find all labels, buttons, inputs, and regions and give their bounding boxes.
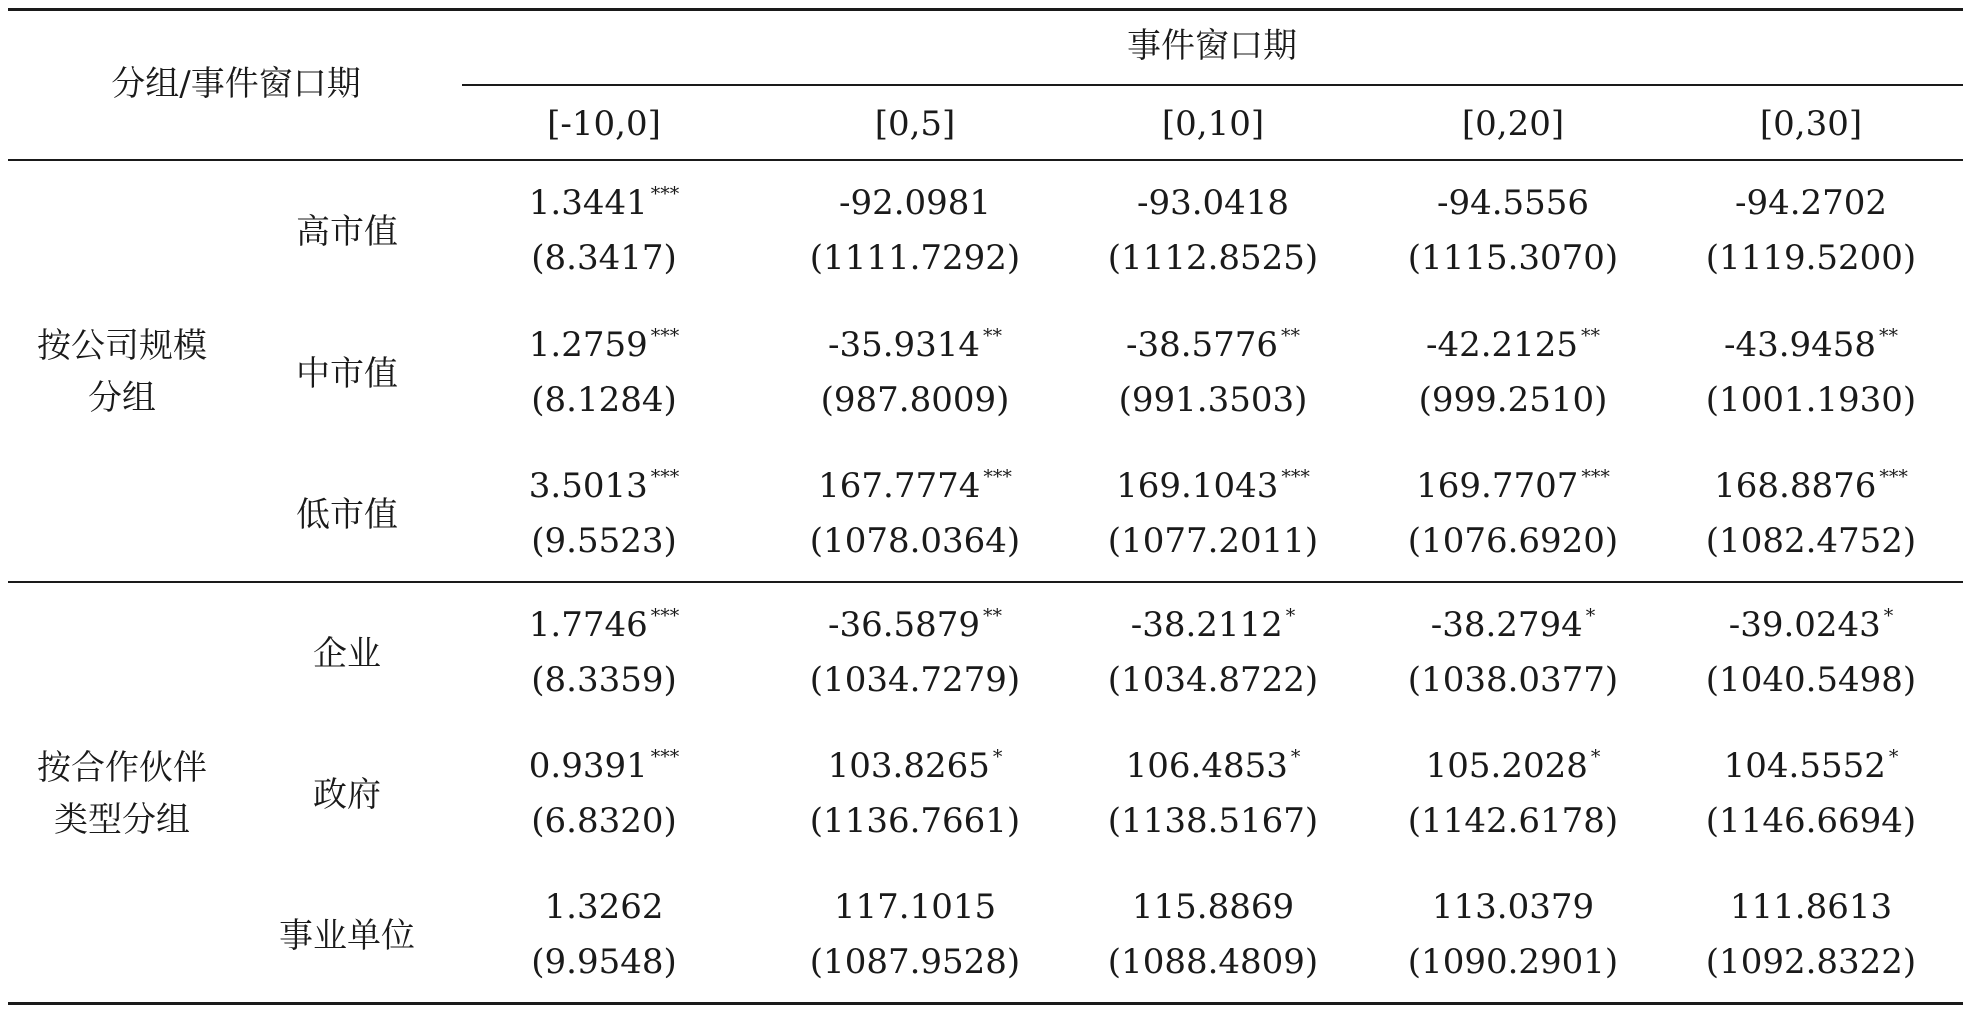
- coefficient-cell: [1431, 605, 1596, 650]
- event-window-span-label: 事件窗口期: [1127, 26, 1297, 66]
- coefficient-cell: [529, 325, 679, 370]
- coefficient-value: -94.2702: [1734, 183, 1888, 223]
- standard-error-cell: (991.3503): [1118, 380, 1308, 420]
- coefficient-value: -38.2794: [1430, 605, 1583, 645]
- row-label: 高市值: [296, 212, 398, 252]
- standard-error-cell: (1040.5498): [1705, 660, 1917, 700]
- significance-stars: *: [1285, 605, 1296, 627]
- coefficient-cell: [828, 605, 1002, 650]
- coefficient-value: -38.2112: [1130, 605, 1283, 645]
- standard-error-cell: (9.9548): [531, 942, 677, 982]
- standard-error-cell: (1078.0364): [809, 521, 1021, 561]
- coefficient-value: -39.0243: [1728, 605, 1881, 645]
- coefficient-cell: [839, 183, 991, 223]
- coefficient-value: 1.7746: [528, 605, 648, 645]
- column-header: [0,10]: [1161, 104, 1265, 144]
- standard-error-cell: (1111.7292): [809, 238, 1021, 278]
- row-label: 事业单位: [279, 916, 415, 956]
- coefficient-cell: [1730, 887, 1892, 927]
- significance-stars: ***: [650, 746, 680, 768]
- significance-stars: **: [1281, 325, 1301, 347]
- top-rule: [8, 8, 1963, 11]
- coefficient-cell: [1126, 746, 1301, 791]
- coefficient-value: -92.0981: [838, 183, 992, 223]
- significance-stars: ***: [983, 466, 1012, 488]
- coefficient-value: 106.4853: [1125, 746, 1288, 786]
- coefficient-cell: [834, 887, 996, 927]
- corner-label: 分组/事件窗口期: [111, 64, 361, 104]
- coefficient-value: -93.0418: [1136, 183, 1290, 223]
- coefficient-cell: [1437, 183, 1589, 223]
- coefficient-value: -38.5776: [1125, 325, 1279, 365]
- coefficient-value: 1.2759: [528, 325, 648, 365]
- coefficient-cell: [1131, 605, 1296, 650]
- coefficient-cell: [1714, 466, 1908, 511]
- standard-error-cell: (1077.2011): [1107, 521, 1319, 561]
- coefficient-cell: [1432, 887, 1594, 927]
- coefficient-value: -35.9314: [827, 325, 981, 365]
- coefficient-value: -36.5879: [827, 605, 981, 645]
- coefficient-cell: [1426, 325, 1600, 370]
- header-span-rule: [462, 84, 1963, 86]
- group-label-line: 分组: [88, 378, 156, 418]
- standard-error-cell: (1087.9528): [809, 942, 1021, 982]
- significance-stars: *: [1290, 746, 1301, 768]
- standard-error-cell: (999.2510): [1418, 380, 1608, 420]
- significance-stars: ***: [650, 605, 680, 627]
- coefficient-value: 0.9391: [528, 746, 648, 786]
- significance-stars: ***: [650, 325, 680, 347]
- coefficient-cell: [1416, 466, 1610, 511]
- significance-stars: ***: [1281, 466, 1310, 488]
- row-label: 中市值: [296, 354, 398, 394]
- column-header: [0,30]: [1759, 104, 1863, 144]
- significance-stars: *: [992, 746, 1003, 768]
- coefficient-value: 105.2028: [1425, 746, 1588, 786]
- group-label-line: 按公司规模: [37, 326, 207, 366]
- header-bottom-rule: [8, 159, 1963, 161]
- significance-stars: ***: [1879, 466, 1908, 488]
- standard-error-cell: (1146.6694): [1705, 801, 1917, 841]
- coefficient-cell: [1735, 183, 1887, 223]
- coefficient-value: 103.8265: [827, 746, 990, 786]
- coefficient-value: 1.3441: [528, 183, 648, 223]
- standard-error-cell: (987.8009): [820, 380, 1010, 420]
- coefficient-cell: [1126, 325, 1300, 370]
- significance-stars: *: [1585, 605, 1596, 627]
- standard-error-cell: (1119.5200): [1705, 238, 1917, 278]
- standard-error-cell: (8.3359): [531, 660, 677, 700]
- group-divider-rule: [8, 581, 1963, 583]
- standard-error-cell: (1112.8525): [1107, 238, 1319, 278]
- coefficient-cell: [818, 466, 1012, 511]
- significance-stars: **: [1581, 325, 1601, 347]
- coefficient-cell: [1724, 325, 1898, 370]
- standard-error-cell: (1082.4752): [1705, 521, 1917, 561]
- row-label: 低市值: [296, 495, 398, 535]
- coefficient-value: -43.9458: [1723, 325, 1877, 365]
- significance-stars: ***: [1581, 466, 1610, 488]
- group-label-firm-size: [37, 320, 207, 424]
- coefficient-cell: [1724, 746, 1899, 791]
- significance-stars: *: [1883, 605, 1894, 627]
- significance-stars: *: [1888, 746, 1899, 768]
- significance-stars: ***: [650, 183, 680, 205]
- coefficient-value: 113.0379: [1431, 887, 1595, 927]
- coefficient-value: 3.5013: [528, 466, 648, 506]
- coefficient-cell: [529, 605, 679, 650]
- coefficient-cell: [1729, 605, 1894, 650]
- coefficient-value: 169.7707: [1416, 466, 1579, 506]
- row-label: 政府: [313, 775, 381, 815]
- coefficient-cell: [529, 183, 679, 228]
- standard-error-cell: (1142.6178): [1407, 801, 1619, 841]
- standard-error-cell: (1138.5167): [1107, 801, 1319, 841]
- coefficient-cell: [1137, 183, 1289, 223]
- significance-stars: ***: [650, 466, 680, 488]
- coefficient-cell: [1132, 887, 1294, 927]
- significance-stars: **: [1879, 325, 1899, 347]
- bottom-rule: [8, 1002, 1963, 1005]
- group-label-partner-type: [37, 742, 207, 846]
- standard-error-cell: (1136.7661): [809, 801, 1021, 841]
- coefficient-value: 1.3262: [544, 887, 664, 927]
- coefficient-cell: [828, 325, 1002, 370]
- column-header: [0,20]: [1461, 104, 1565, 144]
- coefficient-cell: [1426, 746, 1601, 791]
- column-header: [-10,0]: [547, 104, 661, 144]
- significance-stars: **: [983, 325, 1003, 347]
- coefficient-value: -42.2125: [1425, 325, 1579, 365]
- coefficient-value: 104.5552: [1723, 746, 1886, 786]
- standard-error-cell: (1034.7279): [809, 660, 1021, 700]
- standard-error-cell: (1001.1930): [1705, 380, 1917, 420]
- coefficient-cell: [529, 466, 679, 511]
- coefficient-cell: [545, 887, 664, 927]
- standard-error-cell: (1076.6920): [1407, 521, 1619, 561]
- significance-stars: *: [1590, 746, 1601, 768]
- coefficient-value: 115.8869: [1131, 887, 1295, 927]
- standard-error-cell: (1092.8322): [1705, 942, 1917, 982]
- coefficient-value: 117.1015: [833, 887, 997, 927]
- coefficient-value: 111.8613: [1729, 887, 1893, 927]
- coefficient-value: 167.7774: [818, 466, 981, 506]
- standard-error-cell: (6.8320): [531, 801, 677, 841]
- standard-error-cell: (8.3417): [531, 238, 677, 278]
- standard-error-cell: (1034.8722): [1107, 660, 1319, 700]
- coefficient-cell: [1116, 466, 1310, 511]
- row-label: 企业: [313, 634, 381, 674]
- standard-error-cell: (1090.2901): [1407, 942, 1619, 982]
- coefficient-value: 168.8876: [1714, 466, 1877, 506]
- group-label-line: 类型分组: [54, 800, 190, 840]
- standard-error-cell: (1088.4809): [1107, 942, 1319, 982]
- coefficient-value: 169.1043: [1116, 466, 1279, 506]
- significance-stars: **: [983, 605, 1003, 627]
- group-label-line: 按合作伙伴: [37, 748, 207, 788]
- standard-error-cell: (1115.3070): [1407, 238, 1619, 278]
- standard-error-cell: (8.1284): [531, 380, 677, 420]
- column-header: [0,5]: [874, 104, 956, 144]
- standard-error-cell: (9.5523): [531, 521, 677, 561]
- standard-error-cell: (1038.0377): [1407, 660, 1619, 700]
- coefficient-cell: [529, 746, 679, 791]
- coefficient-cell: [828, 746, 1003, 791]
- coefficient-value: -94.5556: [1436, 183, 1590, 223]
